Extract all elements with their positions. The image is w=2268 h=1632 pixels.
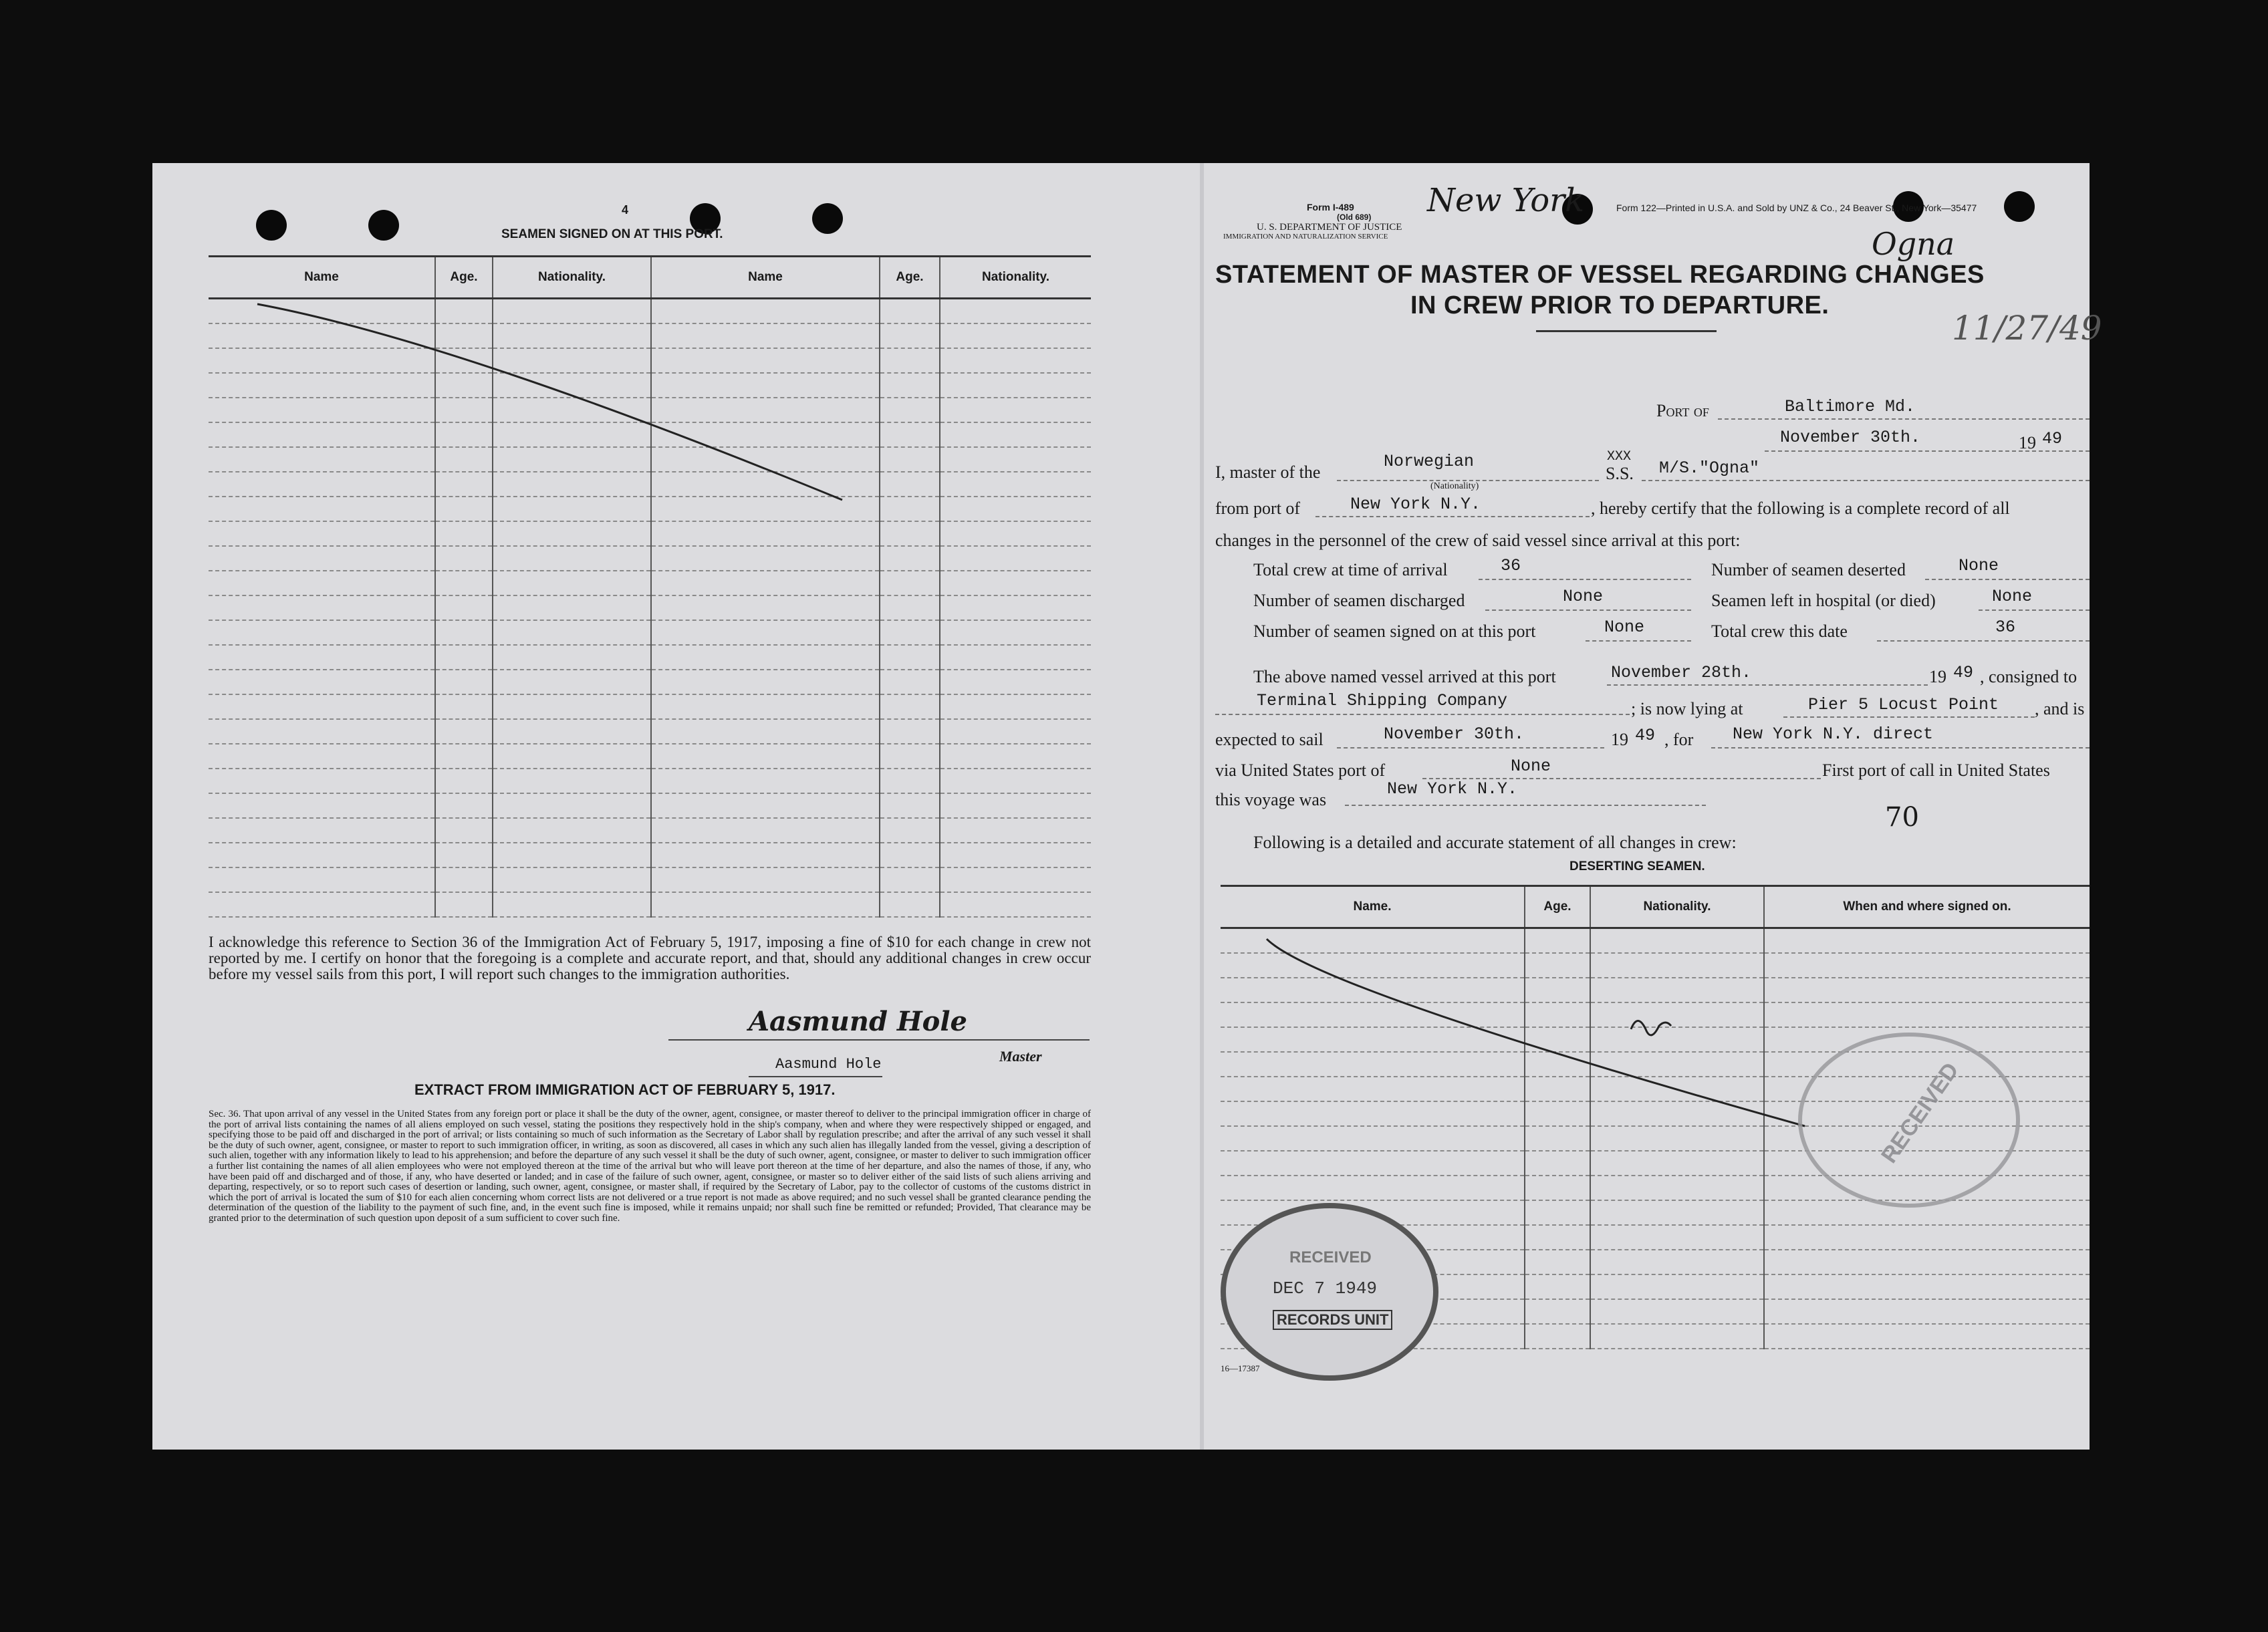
form-title-line2: IN CREW PRIOR TO DEPARTURE. bbox=[1410, 291, 1830, 319]
table-cell bbox=[435, 620, 493, 645]
table-cell bbox=[940, 472, 1091, 497]
table-cell bbox=[435, 719, 493, 744]
extract-title: EXTRACT FROM IMMIGRATION ACT OF FEBRUARY 5, 1917. bbox=[414, 1081, 836, 1098]
table-row bbox=[209, 595, 1091, 620]
table-cell bbox=[940, 645, 1091, 670]
table-cell bbox=[209, 620, 435, 645]
table-cell bbox=[940, 867, 1091, 892]
table-cell bbox=[651, 546, 880, 571]
col-age: Age. bbox=[435, 257, 493, 299]
sail-year: 49 bbox=[1635, 726, 1656, 745]
void-line bbox=[1263, 936, 1811, 1136]
table-cell bbox=[1764, 1250, 2090, 1274]
table-cell bbox=[651, 645, 880, 670]
table-cell bbox=[880, 323, 940, 348]
page-count: 70 bbox=[1885, 802, 1919, 833]
table-cell bbox=[209, 793, 435, 818]
via-label: via United States port of bbox=[1215, 761, 1386, 780]
col-nationality: Nationality. bbox=[940, 257, 1091, 299]
stamp-top-text: RECEIVED bbox=[1289, 1248, 1372, 1266]
port-line bbox=[1718, 418, 2090, 420]
table-cell bbox=[940, 818, 1091, 843]
for-label: , for bbox=[1664, 730, 1694, 749]
table-cell bbox=[940, 694, 1091, 719]
table-cell bbox=[1590, 1250, 1764, 1274]
stamp-unit: RECORDS UNIT bbox=[1273, 1310, 1392, 1330]
table-row bbox=[209, 867, 1091, 892]
table-cell bbox=[880, 373, 940, 398]
table-cell bbox=[1525, 1299, 1590, 1324]
table-cell bbox=[493, 719, 651, 744]
table-cell bbox=[209, 818, 435, 843]
table-cell bbox=[1764, 1324, 2090, 1349]
via-value: None bbox=[1511, 757, 1551, 776]
table-cell bbox=[940, 373, 1091, 398]
col-name: Name bbox=[209, 257, 435, 299]
table-row bbox=[209, 769, 1091, 793]
consignee-value: Terminal Shipping Company bbox=[1257, 691, 1508, 710]
from-port-line bbox=[1315, 516, 1590, 517]
table-cell bbox=[651, 571, 880, 595]
table-cell bbox=[880, 843, 940, 867]
table-cell bbox=[651, 670, 880, 694]
punch-hole bbox=[256, 210, 287, 241]
table-cell bbox=[940, 892, 1091, 917]
table-cell bbox=[209, 595, 435, 620]
table-cell bbox=[493, 769, 651, 793]
table-cell bbox=[209, 546, 435, 571]
table-cell bbox=[880, 447, 940, 472]
table-cell bbox=[209, 694, 435, 719]
total-date-label: Total crew this date bbox=[1711, 622, 1848, 641]
punch-hole bbox=[812, 203, 843, 234]
xxx-mark: XXX bbox=[1607, 449, 1632, 464]
table-cell bbox=[1590, 1274, 1764, 1299]
table-row bbox=[209, 546, 1091, 571]
sail-value: November 30th. bbox=[1384, 724, 1525, 744]
table-cell bbox=[1590, 1200, 1764, 1225]
arrived-year: 49 bbox=[1953, 663, 1974, 682]
col-signed-on: When and where signed on. bbox=[1764, 886, 2090, 928]
table-cell bbox=[880, 867, 940, 892]
table-cell bbox=[940, 497, 1091, 521]
table-cell bbox=[880, 694, 940, 719]
printer-note: Form 122—Printed in U.S.A. and Sold by UNZ & Co., 24 Beaver St., New York—35477 bbox=[1616, 202, 1977, 213]
voyage-label: this voyage was bbox=[1215, 790, 1327, 809]
col-age: Age. bbox=[1525, 886, 1590, 928]
table-cell bbox=[435, 694, 493, 719]
date-line bbox=[1765, 450, 2090, 452]
col-nationality: Nationality. bbox=[493, 257, 651, 299]
arrived-year-prefix: 19 bbox=[1929, 667, 1946, 686]
table-cell bbox=[880, 620, 940, 645]
table-cell bbox=[880, 398, 940, 422]
table-cell bbox=[435, 843, 493, 867]
table-cell bbox=[1764, 1274, 2090, 1299]
records-unit-stamp bbox=[1221, 1203, 1438, 1381]
table-cell bbox=[940, 595, 1091, 620]
table-cell bbox=[940, 521, 1091, 546]
table-cell bbox=[651, 892, 880, 917]
handwritten-ship-name: Ogna bbox=[1872, 226, 1955, 262]
table-cell bbox=[940, 620, 1091, 645]
table-cell bbox=[1590, 1151, 1764, 1176]
table-cell bbox=[940, 422, 1091, 447]
table-cell bbox=[880, 422, 940, 447]
ss-label: S.S. bbox=[1606, 464, 1634, 483]
table-cell bbox=[880, 571, 940, 595]
table-cell bbox=[880, 670, 940, 694]
table-cell bbox=[880, 299, 940, 324]
table-cell bbox=[493, 670, 651, 694]
table-cell bbox=[209, 769, 435, 793]
table-cell bbox=[1764, 953, 2090, 978]
total-date-value: 36 bbox=[1995, 618, 2016, 637]
table-cell bbox=[435, 595, 493, 620]
footer-code: 16—17387 bbox=[1221, 1363, 1260, 1373]
table-cell bbox=[493, 892, 651, 917]
total-arrival-line bbox=[1479, 579, 1691, 580]
discharged-value: None bbox=[1563, 587, 1604, 606]
and-is-label: , and is bbox=[2035, 699, 2085, 718]
year-value: 49 bbox=[2042, 429, 2063, 448]
table-cell bbox=[1764, 1299, 2090, 1324]
table-cell bbox=[880, 595, 940, 620]
table-cell bbox=[1590, 1225, 1764, 1250]
col-name: Name bbox=[651, 257, 880, 299]
table-cell bbox=[651, 719, 880, 744]
deserted-value: None bbox=[1959, 556, 1999, 575]
extract-text: Sec. 36. That upon arrival of any vessel in the United States from any foreign port or place it shall be the duty of the owner, agent, consignee, or master thereof to deliver to the principal immigration officer in charge of the port of arrival lists containing the names of all aliens employed on such vessel, stating the positions they respectively hold in the ship's company, when and where they were respectively shipped or engaged, and specifying those to be paid off and discharged in the port of arrival; or lists containing so much of such information as the Secretary of Labor shall by regulation prescribe; and after the arrival of any such vessel it shall be the duty of such owner, agent, consignee, or master to report to such immigration officer, in writing, as soon as discovered, all cases in which any such alien has illegally landed from the vessel, giving a description of such alien, together with any information likely to lead to his apprehension; and before the departure of any such vessel it shall be the duty of such owner, agent, consignee, or master to deliver to such immigration officer a further list containing the names of all alien employees who were not employed thereon at the time of the arrival but who will leave port thereon at the time of her departure, and also the names of those, if any, who have been paid off and discharged and of those, if any, who have deserted or landed; and in case of the failure of such owner, agent, consignee, or master so to deliver either of the said lists of such aliens arriving and departing, respectively, or so to report such cases of desertion or landing, such owner, agent, consignee, or master shall, if required by the Secretary of Labor, pay to the collector of customs of the customs district in which the port of arrival is located the sum of $10 for each alien concerning whom correct lists are not delivered or a true report is not made as above required; and no such vessel shall be granted clearance pending the determination of the question of the liability to the payment of such fine, and, in the event such fine is imposed, while it remains unpaid; nor shall such fine be remitted or refunded; Provided, That clearance may be granted prior to the determination of such question upon deposit of a sum sufficient to cover such fine. bbox=[209, 1109, 1091, 1224]
hospital-line bbox=[1979, 609, 2090, 611]
first-port-label: First port of call in United States bbox=[1822, 761, 2050, 780]
signed-on-value: None bbox=[1604, 618, 1645, 637]
table-cell bbox=[880, 719, 940, 744]
handwritten-city: New York bbox=[1427, 182, 1585, 219]
table-cell bbox=[880, 769, 940, 793]
port-value: Baltimore Md. bbox=[1785, 397, 1916, 416]
table-cell bbox=[435, 546, 493, 571]
table-row bbox=[209, 694, 1091, 719]
table-cell bbox=[880, 744, 940, 769]
table-cell bbox=[1525, 1274, 1590, 1299]
deserting-title: DESERTING SEAMEN. bbox=[1569, 859, 1705, 873]
from-port-value: New York N.Y. bbox=[1350, 495, 1481, 514]
table-cell bbox=[940, 398, 1091, 422]
table-cell bbox=[880, 645, 940, 670]
hospital-label: Seamen left in hospital (or died) bbox=[1711, 591, 1936, 610]
page-fold bbox=[1200, 163, 1204, 1450]
table-cell bbox=[493, 546, 651, 571]
discharged-label: Number of seamen discharged bbox=[1253, 591, 1465, 610]
table-cell bbox=[940, 769, 1091, 793]
table-cell bbox=[435, 793, 493, 818]
table-cell bbox=[940, 323, 1091, 348]
punch-hole bbox=[2004, 191, 2035, 222]
table-cell bbox=[880, 497, 940, 521]
total-date-line bbox=[1877, 640, 2090, 642]
table-cell bbox=[209, 867, 435, 892]
table-cell bbox=[651, 620, 880, 645]
table-cell bbox=[940, 719, 1091, 744]
table-cell bbox=[1525, 1324, 1590, 1349]
table-cell bbox=[435, 892, 493, 917]
table-cell bbox=[1590, 1176, 1764, 1200]
table-cell bbox=[940, 843, 1091, 867]
stamp-date: DEC 7 1949 bbox=[1273, 1278, 1378, 1299]
discharged-line bbox=[1485, 609, 1691, 611]
table-cell bbox=[493, 521, 651, 546]
table-cell bbox=[880, 793, 940, 818]
table-cell bbox=[880, 818, 940, 843]
table-cell bbox=[209, 521, 435, 546]
signed-on-line bbox=[1586, 640, 1691, 642]
table-cell bbox=[209, 719, 435, 744]
acknowledgement-text: I acknowledge this reference to Section 36 of the Immigration Act of February 5, 1917, imposing a fine of $10 for each change in crew not reported by me. I certify on honor that the foregoing is a complete and accurate report, and that, should any additional changes in crew occur before my vessel sails from this port, I will report such changes to the immigration authorities. bbox=[209, 934, 1091, 982]
table-cell bbox=[880, 892, 940, 917]
table-cell bbox=[940, 571, 1091, 595]
table-cell bbox=[651, 867, 880, 892]
arrived-value: November 28th. bbox=[1611, 663, 1752, 682]
table-cell bbox=[209, 645, 435, 670]
table-cell bbox=[209, 843, 435, 867]
table-row bbox=[209, 843, 1091, 867]
certify-text: , hereby certify that the following is a complete record of all bbox=[1591, 499, 2010, 518]
table-cell bbox=[940, 447, 1091, 472]
master-signature: Aasmund Hole bbox=[749, 1006, 967, 1037]
master-typed-name: Aasmund Hole bbox=[775, 1056, 882, 1073]
table-cell bbox=[1764, 978, 2090, 1002]
consigned-label: , consigned to bbox=[1980, 667, 2077, 686]
table-row bbox=[209, 818, 1091, 843]
date-value: November 30th. bbox=[1780, 428, 1921, 447]
table-row bbox=[209, 892, 1091, 917]
arrived-label: The above named vessel arrived at this port bbox=[1253, 667, 1556, 686]
changes-text: changes in the personnel of the crew of said vessel since arrival at this port: bbox=[1215, 531, 1741, 550]
master-of-label: I, master of the bbox=[1215, 462, 1321, 482]
table-cell bbox=[435, 571, 493, 595]
table-cell bbox=[651, 521, 880, 546]
table-row bbox=[209, 645, 1091, 670]
table-cell bbox=[940, 744, 1091, 769]
nationality-line bbox=[1337, 480, 1599, 481]
nationality-value: Norwegian bbox=[1384, 452, 1475, 471]
page-number: 4 bbox=[622, 203, 629, 217]
table-cell bbox=[493, 645, 651, 670]
table-cell bbox=[880, 521, 940, 546]
table-cell bbox=[1221, 1151, 1525, 1176]
table-cell bbox=[940, 670, 1091, 694]
table-cell bbox=[1764, 928, 2090, 954]
vessel-value: M/S."Ogna" bbox=[1659, 458, 1760, 478]
rule bbox=[749, 1076, 882, 1077]
arrived-line bbox=[1607, 684, 1928, 686]
table-cell bbox=[651, 744, 880, 769]
table-cell bbox=[493, 694, 651, 719]
table-cell bbox=[940, 348, 1091, 373]
total-arrival-value: 36 bbox=[1501, 556, 1521, 575]
table-cell bbox=[209, 744, 435, 769]
table-header-row bbox=[1221, 886, 2090, 928]
table-cell bbox=[651, 818, 880, 843]
left-page-title: SEAMEN SIGNED ON AT THIS PORT. bbox=[501, 227, 723, 241]
table-cell bbox=[1525, 1225, 1590, 1250]
for-line bbox=[1711, 747, 2090, 749]
table-header-row bbox=[209, 257, 1091, 299]
table-cell bbox=[435, 769, 493, 793]
table-cell bbox=[493, 843, 651, 867]
signed-on-label: Number of seamen signed on at this port bbox=[1253, 622, 1536, 641]
table-cell bbox=[940, 546, 1091, 571]
sail-line bbox=[1337, 747, 1604, 749]
table-cell bbox=[209, 892, 435, 917]
hospital-value: None bbox=[1992, 587, 2033, 606]
table-cell bbox=[651, 595, 880, 620]
year-prefix: 19 bbox=[2019, 433, 2036, 452]
table-cell bbox=[651, 793, 880, 818]
table-cell bbox=[940, 793, 1091, 818]
master-label: Master bbox=[999, 1048, 1042, 1065]
lying-label: ; is now lying at bbox=[1631, 699, 1743, 718]
table-cell bbox=[1764, 1225, 2090, 1250]
table-row bbox=[209, 793, 1091, 818]
for-value: New York N.Y. direct bbox=[1733, 724, 1934, 744]
department-name: U. S. DEPARTMENT OF JUSTICE bbox=[1257, 222, 1402, 233]
stamp-text: RECEIVED bbox=[1876, 1058, 1964, 1168]
following-text: Following is a detailed and accurate statement of all changes in crew: bbox=[1253, 833, 1737, 852]
table-row bbox=[209, 571, 1091, 595]
table-cell bbox=[493, 744, 651, 769]
table-cell bbox=[940, 299, 1091, 324]
table-cell bbox=[209, 670, 435, 694]
table-cell bbox=[435, 645, 493, 670]
col-nationality: Nationality. bbox=[1590, 886, 1764, 928]
received-stamp bbox=[1798, 1033, 2020, 1208]
form-number: Form I-489 bbox=[1307, 202, 1354, 213]
table-cell bbox=[1525, 1176, 1590, 1200]
port-label: Port of bbox=[1656, 401, 1709, 420]
old-form-number: (Old 689) bbox=[1337, 213, 1372, 222]
table-cell bbox=[493, 595, 651, 620]
title-rule bbox=[1536, 330, 1717, 332]
table-cell bbox=[435, 670, 493, 694]
table-cell bbox=[209, 571, 435, 595]
table-row bbox=[209, 521, 1091, 546]
nationality-caption: (Nationality) bbox=[1430, 481, 1479, 491]
table-cell bbox=[435, 867, 493, 892]
table-cell bbox=[651, 843, 880, 867]
handwritten-date: 11/27/49 bbox=[1952, 309, 2102, 348]
deserted-label: Number of seamen deserted bbox=[1711, 560, 1906, 579]
void-line bbox=[254, 301, 856, 508]
table-row bbox=[209, 620, 1091, 645]
sail-year-prefix: 19 bbox=[1611, 730, 1628, 749]
table-cell bbox=[651, 769, 880, 793]
table-cell bbox=[880, 348, 940, 373]
table-cell bbox=[1525, 1151, 1590, 1176]
table-cell bbox=[880, 472, 940, 497]
from-port-label: from port of bbox=[1215, 499, 1301, 518]
col-age: Age. bbox=[880, 257, 940, 299]
lying-line bbox=[1783, 716, 2035, 718]
table-cell bbox=[1525, 1250, 1590, 1274]
signature-line bbox=[668, 1039, 1090, 1041]
consignee-line bbox=[1215, 714, 1630, 715]
deserted-line bbox=[1925, 579, 2090, 580]
form-title-line1: STATEMENT OF MASTER OF VESSEL REGARDING CHANGES bbox=[1215, 261, 1985, 289]
punch-hole bbox=[368, 210, 399, 241]
table-cell bbox=[1525, 1200, 1590, 1225]
table-cell bbox=[1590, 1299, 1764, 1324]
table-row bbox=[209, 670, 1091, 694]
col-name: Name. bbox=[1221, 886, 1525, 928]
table-cell bbox=[435, 744, 493, 769]
table-cell bbox=[493, 867, 651, 892]
table-cell bbox=[1590, 1324, 1764, 1349]
service-name: IMMIGRATION AND NATURALIZATION SERVICE bbox=[1223, 233, 1388, 241]
table-cell bbox=[1764, 1002, 2090, 1027]
vessel-line bbox=[1642, 480, 2090, 481]
table-cell bbox=[435, 521, 493, 546]
lying-value: Pier 5 Locust Point bbox=[1808, 695, 1999, 714]
table-row bbox=[209, 744, 1091, 769]
table-cell bbox=[1221, 1176, 1525, 1200]
table-row bbox=[209, 719, 1091, 744]
voyage-value: New York N.Y. bbox=[1387, 779, 1518, 799]
total-arrival-label: Total crew at time of arrival bbox=[1253, 560, 1448, 579]
expected-label: expected to sail bbox=[1215, 730, 1324, 749]
table-cell bbox=[493, 818, 651, 843]
table-cell bbox=[435, 818, 493, 843]
table-cell bbox=[880, 546, 940, 571]
table-cell bbox=[493, 620, 651, 645]
table-cell bbox=[493, 571, 651, 595]
table-cell bbox=[651, 694, 880, 719]
voyage-line bbox=[1345, 805, 1706, 806]
table-cell bbox=[493, 793, 651, 818]
